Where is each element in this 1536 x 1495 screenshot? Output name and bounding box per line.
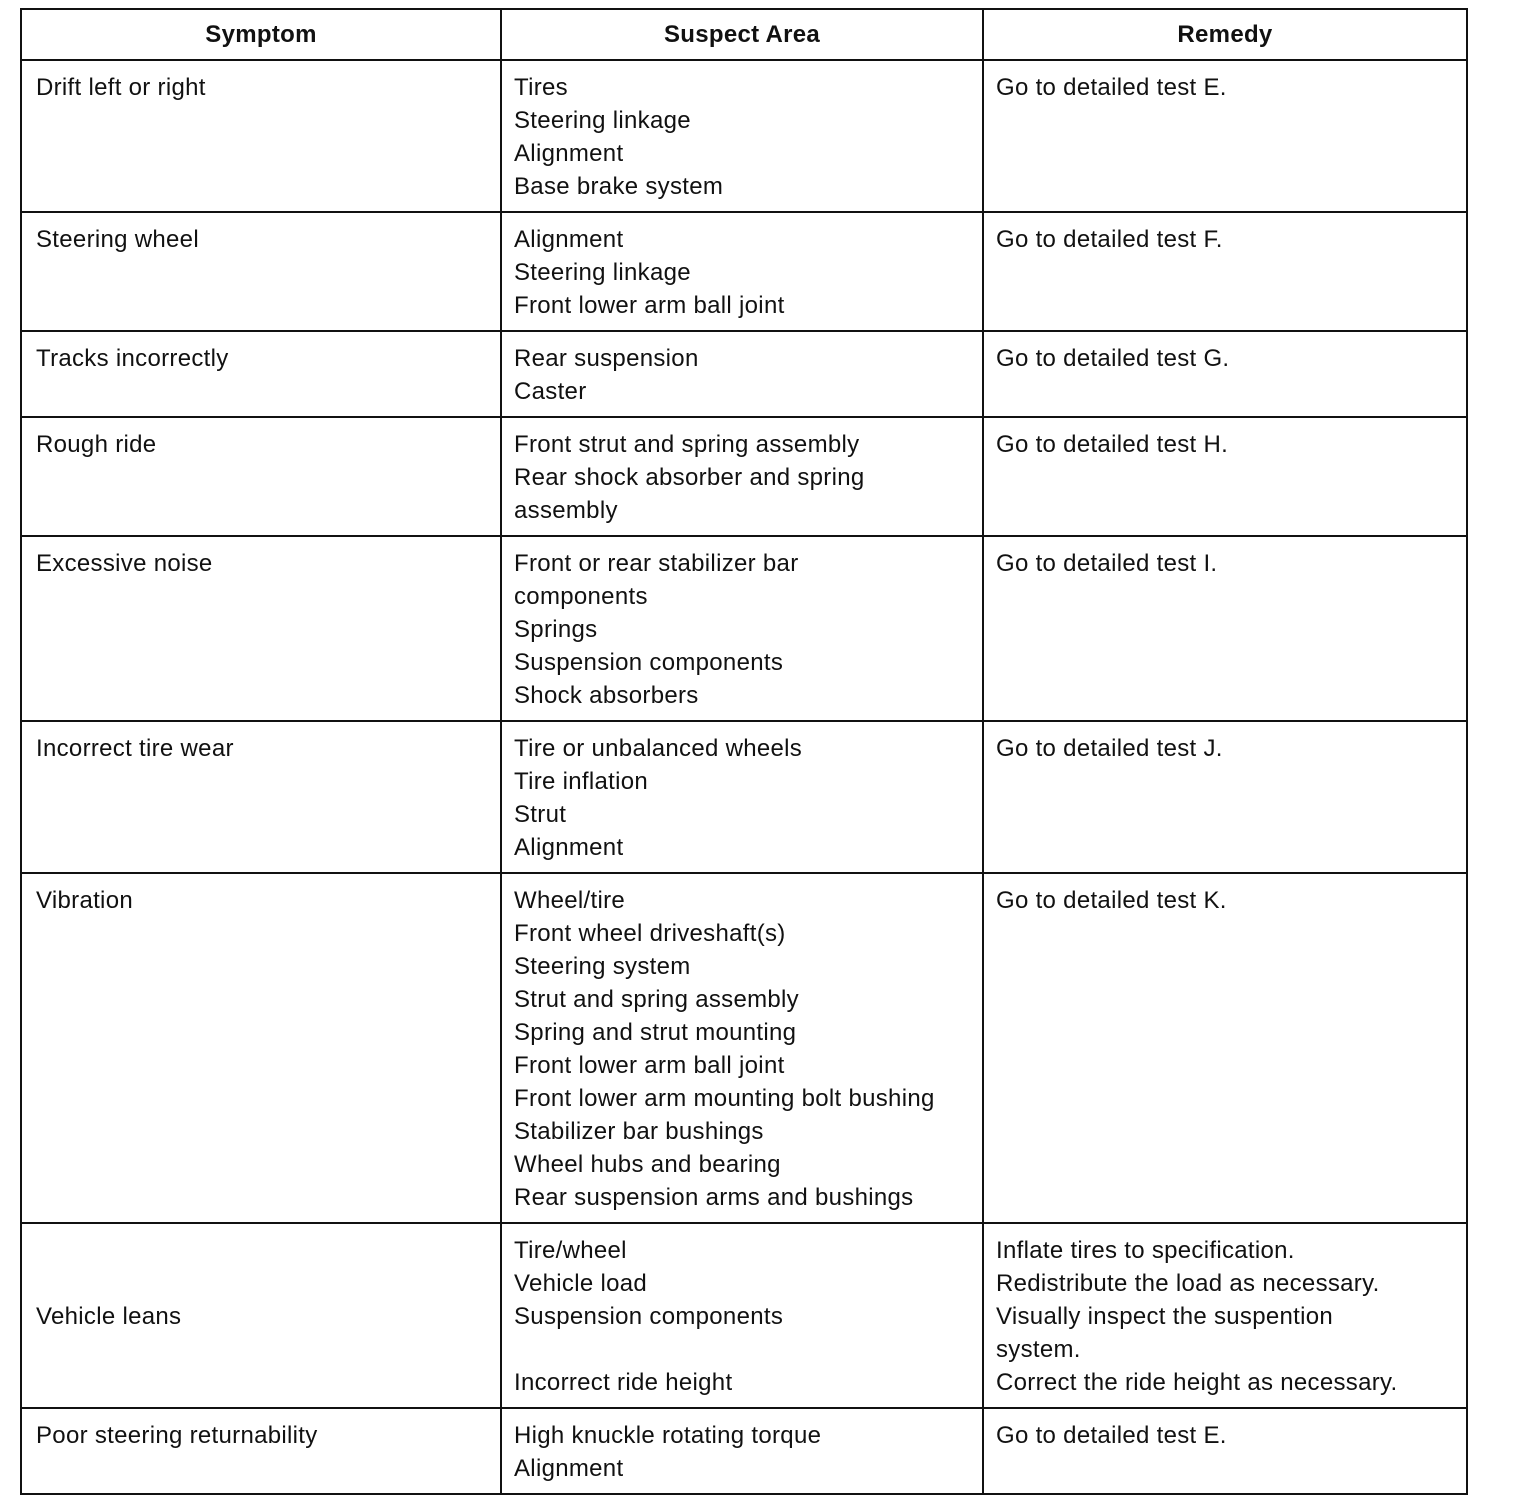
suspect-area-cell <box>501 331 983 417</box>
suspect-area-item: Stabilizer bar bushings <box>514 1118 764 1145</box>
symptom-text: Rough ride <box>36 431 157 458</box>
suspect-area-cell <box>501 721 983 873</box>
symptom-text: Vehicle leans <box>36 1303 182 1330</box>
symptom-cell <box>21 60 501 212</box>
suspect-area-cell <box>501 536 983 721</box>
table-row <box>21 60 1467 212</box>
remedy-item: Go to detailed test J. <box>996 735 1223 762</box>
suspect-area-item: Alignment <box>514 140 624 167</box>
remedy-item: Go to detailed test F. <box>996 226 1223 253</box>
remedy-cell <box>983 212 1467 331</box>
suspect-area-item: Shock absorbers <box>514 682 699 709</box>
suspect-area-item: components <box>514 583 648 610</box>
suspect-area-item: Vehicle load <box>514 1270 648 1297</box>
symptom-text: Tracks incorrectly <box>36 345 229 372</box>
symptom-text: Vibration <box>36 887 133 914</box>
remedy-cell <box>983 1408 1467 1494</box>
suspect-area-item: Rear suspension arms and bushings <box>514 1184 914 1211</box>
symptom-cell <box>21 536 501 721</box>
suspect-area-item: Front wheel driveshaft(s) <box>514 920 786 947</box>
table-row <box>21 212 1467 331</box>
suspect-area-item: Steering linkage <box>514 259 691 286</box>
table-row <box>21 536 1467 721</box>
suspect-area-item: Suspension components <box>514 1303 784 1330</box>
suspect-area-item: assembly <box>514 497 618 524</box>
diagnosis-table <box>20 8 1468 1495</box>
remedy-item: Go to detailed test E. <box>996 1422 1227 1449</box>
suspect-area-cell <box>501 1223 983 1408</box>
symptom-text: Excessive noise <box>36 550 213 577</box>
suspect-area-item: Strut <box>514 801 567 828</box>
suspect-area-item: Springs <box>514 616 598 643</box>
suspect-area-item: Front strut and spring assembly <box>514 431 860 458</box>
remedy-item: Go to detailed test E. <box>996 74 1227 101</box>
remedy-cell <box>983 417 1467 536</box>
suspect-area-item: Strut and spring assembly <box>514 986 799 1013</box>
table-row <box>21 873 1467 1223</box>
suspect-area-item: Caster <box>514 378 587 405</box>
suspect-area-item: Wheel/tire <box>514 887 626 914</box>
suspect-area-item: Front or rear stabilizer bar <box>514 550 799 577</box>
remedy-item: Go to detailed test G. <box>996 345 1230 372</box>
suspect-area-item: Base brake system <box>514 173 724 200</box>
symptom-cell <box>21 873 501 1223</box>
table-row <box>21 331 1467 417</box>
suspect-area-cell <box>501 417 983 536</box>
symptom-text: Incorrect tire wear <box>36 735 234 762</box>
symptom-cell <box>21 212 501 331</box>
suspect-area-cell <box>501 873 983 1223</box>
suspect-area-item: Rear shock absorber and spring <box>514 464 865 491</box>
suspect-area-item: Steering system <box>514 953 691 980</box>
remedy-cell <box>983 331 1467 417</box>
suspect-area-item: Tires <box>514 74 568 101</box>
suspect-area-item: Tire inflation <box>514 768 649 795</box>
symptom-cell <box>21 1408 501 1494</box>
table-row <box>21 1223 1467 1408</box>
remedy-cell <box>983 1223 1467 1408</box>
header-symptom: Symptom <box>21 9 501 60</box>
header-row <box>21 9 1467 60</box>
suspect-area-item: Spring and strut mounting <box>514 1019 797 1046</box>
remedy-item: Visually inspect the suspention <box>996 1303 1334 1330</box>
remedy-item: Redistribute the load as necessary. <box>996 1270 1380 1297</box>
suspect-area-item: Alignment <box>514 1455 624 1482</box>
suspect-area-item: Wheel hubs and bearing <box>514 1151 781 1178</box>
suspect-area-item: Front lower arm mounting bolt bushing <box>514 1085 935 1112</box>
suspect-area-item: Front lower arm ball joint <box>514 1052 785 1079</box>
suspect-area-item: Steering linkage <box>514 107 691 134</box>
header-remedy: Remedy <box>983 9 1467 60</box>
suspect-area-item: Incorrect ride height <box>514 1369 733 1396</box>
suspect-area-cell <box>501 212 983 331</box>
remedy-item: Correct the ride height as necessary. <box>996 1369 1398 1396</box>
table-row <box>21 721 1467 873</box>
header-suspect-area: Suspect Area <box>501 9 983 60</box>
symptom-text: Poor steering returnability <box>36 1422 318 1449</box>
remedy-item: system. <box>996 1336 1081 1363</box>
symptom-text: Drift left or right <box>36 74 206 101</box>
suspect-area-item: Front lower arm ball joint <box>514 292 785 319</box>
table-row <box>21 417 1467 536</box>
suspect-area-item: Tire or unbalanced wheels <box>514 735 803 762</box>
symptom-cell <box>21 331 501 417</box>
suspect-area-item: High knuckle rotating torque <box>514 1422 822 1449</box>
suspect-area-item: Suspension components <box>514 649 784 676</box>
remedy-cell <box>983 721 1467 873</box>
remedy-cell <box>983 873 1467 1223</box>
table-row <box>21 1408 1467 1494</box>
symptom-cell <box>21 1223 501 1408</box>
suspect-area-item: Alignment <box>514 834 624 861</box>
symptom-cell <box>21 721 501 873</box>
suspect-area-item: Tire/wheel <box>514 1237 627 1264</box>
remedy-item: Go to detailed test K. <box>996 887 1227 914</box>
suspect-area-cell <box>501 60 983 212</box>
remedy-item: Go to detailed test H. <box>996 431 1229 458</box>
symptom-cell <box>21 417 501 536</box>
suspect-area-item: Alignment <box>514 226 624 253</box>
remedy-item: Inflate tires to specification. <box>996 1237 1295 1264</box>
table-body <box>21 60 1467 1494</box>
remedy-cell <box>983 536 1467 721</box>
remedy-cell <box>983 60 1467 212</box>
suspect-area-item: Rear suspension <box>514 345 699 372</box>
symptom-text: Steering wheel <box>36 226 199 253</box>
suspect-area-spacer <box>514 1333 970 1366</box>
remedy-item: Go to detailed test I. <box>996 550 1218 577</box>
suspect-area-cell <box>501 1408 983 1494</box>
